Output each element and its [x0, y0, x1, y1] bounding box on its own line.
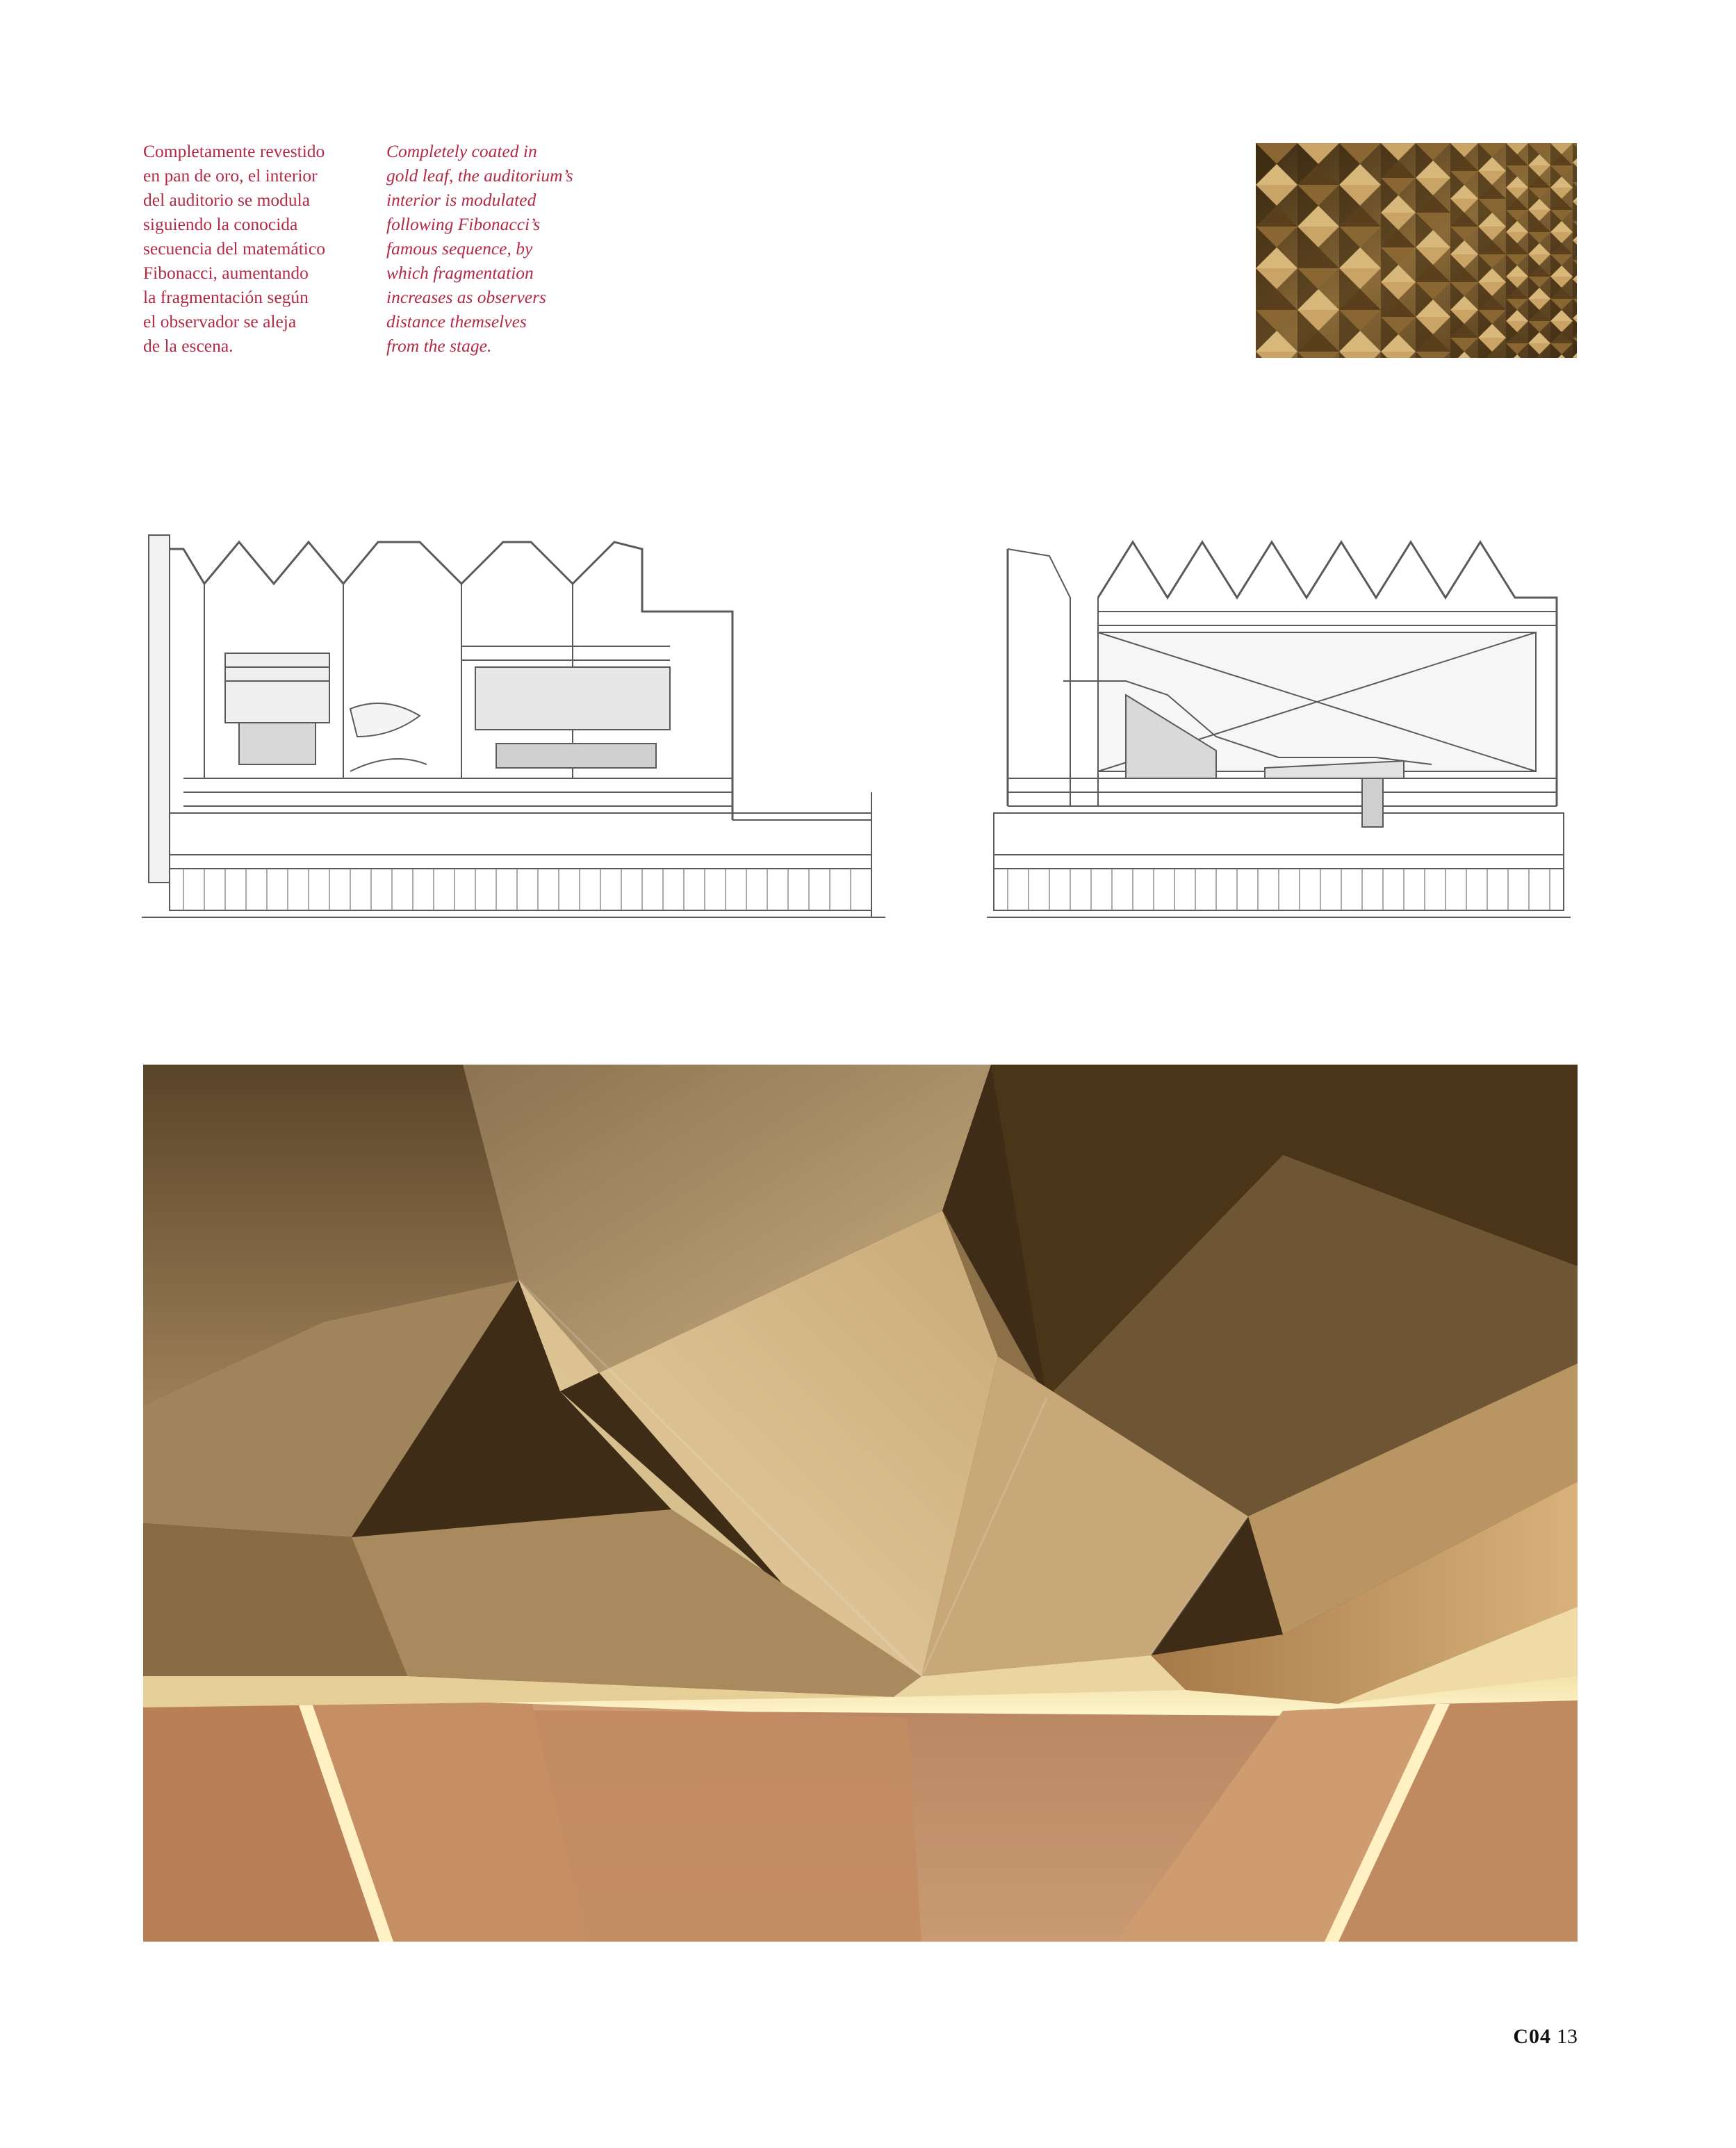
caption-english: Completely coated in gold leaf, the auditorium’s interior is modulated following Fibonacci’s famous sequence, by which fragmentation increases as observers distance themselves from the stage. — [386, 141, 573, 356]
page-folio — [1513, 2025, 1578, 2049]
page-number: 13 — [1557, 2025, 1578, 2048]
caption-spanish: Completamente revestido en pan de oro, el interior del auditorio se modula siguiendo la conocida secuencia del matemático Fibonacci, aumentando la fragmentación según el observador se aleja de la escena. — [143, 141, 325, 356]
gold-panel-detail-photo — [1256, 143, 1577, 358]
longitudinal-section-drawing — [142, 528, 892, 924]
magazine-issue: C04 — [1513, 2025, 1551, 2048]
cross-section-drawing — [987, 528, 1584, 924]
auditorium-ceiling-photo — [143, 1065, 1578, 1942]
